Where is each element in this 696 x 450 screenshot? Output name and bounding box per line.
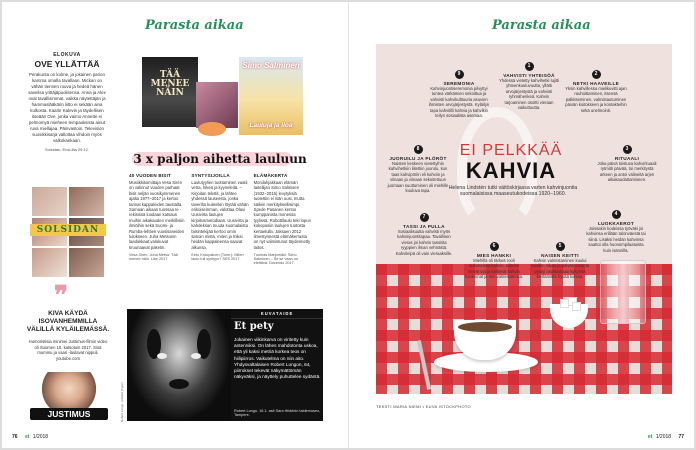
column-heading: SYNTYSIJOILLA: [191, 173, 230, 178]
tip-body: Kahvin valmistaminen kuului naisille. Aikaa ja päivän emäntä pystyi osoittamaan kykynsä keittämällä hyvää kahvia.: [530, 258, 590, 280]
column-body: Monilahjakkaan elämän taiteilijan Simo Salmisen (1932–2015) levytyksiä tuotettiin ei isän uusi, mutta säikiin merkityksellisimpi. Spede Pasanen kertoo kumppanista monessa tyylissä. Robottilaulu teki lopun kokoposiin laulujen tuotosta kertaelulla. Jaksaen 2012 ilmestyneestä elämäkerrasta on nyt valmistunut täydennetty laitos.: [253, 180, 311, 250]
tip-number: 2: [592, 70, 601, 79]
cast-photo: [69, 187, 104, 216]
page-fold: [348, 2, 349, 448]
column-body: Laulutyylien tuottaminen vaatii verta, hikeä ja kyyneleitä. – Kirjoitan tekstit, ja lähtee yhdessä lauseesta, jonka taverilta kuitenkin löytää vähän erikoisemman, valottaa Olavi Uusivirta laulujen kirjoitusmetodiaan. Uusivirta ja kahdeksan muuta suomalaista biisintekijää kertoo omin sanoin mistä, miten ja miksi heidän kappaleensa saavat alkunsa.: [191, 180, 249, 250]
book-cover-taa-menee-nain: [142, 57, 198, 127]
tip-number: 7: [420, 213, 429, 222]
sidebar-credit: Solsidan, Ensi-ilta 29.12.: [44, 147, 90, 152]
book-columns: [129, 173, 311, 265]
tip-body: Sosiaalisuutta vahvisti myös kahvinjuontitapaa. Tavallinen vieras joi kahvin tassista ryyppien ilman vehnästä. Kahvileipä oli vain vieraaksille.: [395, 229, 453, 256]
tip-body: Yhdessä vietetty kahvihetki lujitti yhteenkuuluvuutta, yllätti arvojärjestystä ja vahvisti ryhmähenkeä. Kahvin tarjoaminen osoitti vieraan vaikuttuutta.: [498, 78, 560, 111]
column-heading: 40 VUODEN BISIT: [129, 173, 172, 178]
book-column: [191, 173, 248, 265]
tip-item: [498, 54, 560, 110]
book-cover-syntysijoilla: [196, 82, 238, 128]
feature-title-line2: KAHVIA: [465, 158, 557, 183]
tip-number: 4: [612, 210, 621, 219]
tip-number: 5: [556, 242, 565, 251]
cast-photo: [69, 248, 104, 277]
tiger-eye: [157, 353, 167, 359]
pull-quote-heading: KIVA KÄYDÄ ISOVANHEMMILLA VÄLILLÄ KYLÄILEMÄSSÄ.: [26, 310, 110, 333]
book-column: [129, 173, 186, 265]
kuvataide-credit: Robert Longo, 16.1. asti Sara Hildénin taidemuseo, Tampere.: [234, 409, 321, 417]
brand-mark: et: [647, 434, 653, 440]
tip-heading: JUORUILU JA PLÖRÖT: [389, 156, 447, 161]
poster-title: Simo Salminen: [242, 61, 300, 70]
solsidan-logo: SOLSIDAN: [30, 224, 106, 236]
tip-number: 1: [525, 62, 534, 71]
feature-subtitle: Helena Lindstén tutki väitöskirjassa varten kahvinjuontia suomalaisissa maaseutukodeissa 1920–1960.: [448, 185, 578, 198]
page-number: 76: [12, 434, 18, 440]
kuvataide-body: Jokainen viikinkarva on viritetty kuin antenniksi. On lähes mahdotonta uskoa, että yli kaksi metriä korkea teos on hiilipiirros. Vaikutelma on niin aito. Yhdysvaltalaisen Robert Longon, 64, piirrokset tekevät näkymättömän näkyväksi, ja näyttely puhuttelee sydäntä.: [234, 337, 321, 380]
tip-body: Yksin kahvillessa mielikuvitti ajan rauhoittaminen, itsensä palkitseminen, valmistautuminen päivän koitokseen ja kontakteihin sekä unelmointi.: [565, 86, 627, 113]
tip-heading: MIES HANKKI: [476, 253, 512, 258]
tip-item: [565, 62, 627, 113]
book-cover-simo-salminen: [239, 57, 303, 135]
page-footer-left: [12, 434, 48, 440]
section-title-left: Parasta aikaa: [145, 18, 244, 33]
tip-heading: NETKI HAAVEILLE: [572, 81, 620, 86]
tip-item: [386, 137, 450, 193]
pull-quote-body: Humoristisia minimei Justimus-filmin video oli Suomen 10. katsotuin 2017. Sinä mummu ja vaari -laulavat nippuli. youtube.com: [28, 339, 108, 361]
column-body: Musiikkitoimittaja Vesa Sirén on valinnut vuoden parhaat bisit neljän vuosikymmenen ajalta 1977–2017 ja kertoo tarinat kappaleiden taustalta. Samaan aikaan tuossaa Ie -rekisissä luodaan katsaus muihin aikakauden merkillisiin ilmiöihin sekä Suomi- ja Rumba-lehtien vuosisaneiden tulokseen. Juha Metsonin laadukkaat valokuvat kruunaavat paketin.: [129, 180, 185, 250]
sidebar-body: Perakunta on kolme, ja jokainen parion kamma omalla tavallaan. Mickan on vähän tiennen rouva ja hedeä hänen savelisa yrittäjäpuolisensa. Anna ja Alex ovat tavallisimmat, vaikka näytettäjän ja hammaslääkärin liitto ei sekään aina kulkosta. Kaarle Kalevin ja täydellisen itseään Ove, jonka vaimo Annette ei pelmomyä mieheen tempauksista ainut ruva miellajaa. Päinvastoin. Television suosikkisarja vallottaa vihdoin myös valkokankaan.: [28, 72, 106, 143]
feature-title-line1: EI PELKKÄÄ: [459, 142, 563, 159]
column-credit: Vesa Sirén, Juha Metso: Tää menee näin. Like 2017.: [129, 253, 178, 262]
sugar-cube: [572, 302, 581, 311]
tip-heading: RITUAALI: [614, 156, 640, 161]
column-credit: Tuomas Marjomäki: Simo Salminen – Se se vaan on elettävä. Docendo 2017.: [253, 253, 298, 266]
tip-body: Kahvinjuontiseremonia pilvyttyi tuntea värkämien sekoittua ja vahvisti kahvikulttuuria asuvien ihmisten arvojärjestystä. Kyläilyn tapa kahvitilli kahvia ja kahvikin teilyn sosiaalista asemaa.: [428, 86, 490, 119]
tip-item: [530, 234, 590, 280]
water-glass: [600, 260, 646, 324]
sidebar-kicker: ELOKUVA: [53, 52, 81, 58]
justimus-logo: JUSTIMUS: [30, 408, 108, 420]
kuvataide-box: [231, 309, 323, 421]
issue-number: 1/2018: [655, 434, 672, 440]
kuvataide-tag: KUVATAIDE: [231, 309, 323, 319]
tip-body: Joissakin kodeissa työväki joi kahvinsa erillään talonväestä tai siinä. Lisäksi heidän kahvinsa saattoi olla huonompilaatuista kuin isännillä.: [586, 226, 646, 253]
tip-heading: VAHVISTI YHTEISÖÄ: [503, 73, 555, 78]
coffee-surface: [458, 322, 512, 332]
photo-credit: TEKSTI MARIA NIEMI • KUVA ISTOCKPHOTO: [376, 404, 471, 409]
tip-number: 8: [414, 145, 423, 154]
column-heading: ELÄMÄKERTA: [253, 173, 288, 178]
tiger-eye: [191, 353, 201, 359]
main-heading: 3 x paljon aihetta lauluun: [133, 152, 307, 166]
book-column: [254, 173, 311, 265]
tip-item: [596, 137, 658, 183]
tip-heading: LUOKKAEROT: [597, 221, 635, 226]
issue-number: 1/2018: [32, 434, 49, 440]
tip-item: [464, 234, 524, 280]
tip-heading: SEREMONIA: [443, 81, 475, 86]
column-credit: Eeto Kruupainen (Toim.): Miten laulu tuli syntyyn? SKS 2017.: [191, 253, 244, 262]
cast-photo: [32, 248, 67, 277]
poster-title: TÄÄ MENEE NÄIN: [150, 70, 190, 98]
decorative-tickets: [198, 122, 226, 136]
tip-item: [394, 205, 454, 256]
side-caption: Robert Longo: Untitled (Tiger): [120, 382, 124, 422]
sidebar-heading: OVE YLLÄTTÄÄ: [34, 59, 100, 69]
tiger-drawing: [127, 309, 231, 421]
feature-title: [446, 142, 576, 182]
sidebar-story: [28, 52, 106, 152]
cast-photo: [32, 187, 67, 216]
kuvataide-heading: Et pety: [234, 321, 274, 332]
poster-subtitle: Lauluja ja iloa: [249, 122, 293, 129]
tip-body: Naisten keskeen vietettyihin kahvihetkiin liitettiin juorulu, kun taas kahvipöriin eli kahviin ja viinaan ja viinaan sekoitettuun juomaan suuttuminen oli miehille kuuluva tapa.: [387, 161, 449, 194]
page-number: 77: [678, 434, 684, 440]
page-footer-right: [648, 434, 684, 440]
tip-number: 3: [623, 145, 632, 154]
tip-body: Miehillä oli tärkeä rooli sukuneissa kahvin, sillä he veivät vat ja säilöivät kahvin hankinnat ja sen valmistamista.: [464, 258, 524, 280]
brand-mark: et: [24, 434, 30, 440]
tiger-nose: [169, 379, 189, 389]
tip-item: [586, 202, 646, 253]
tip-item: [428, 62, 490, 118]
section-title-right: Parasta aikaa: [492, 18, 591, 33]
tip-body: Joka päivä toistuva kahvirituaali rytmitti päivää, toi merkitystä arkeen ja antoi välineitä arjen aikakaudattamiseen.: [597, 161, 657, 183]
magazine-spread: [2, 2, 694, 448]
tip-number: 9: [455, 70, 464, 79]
quote-mark-icon: ❞: [54, 281, 68, 311]
tip-heading: TASSI JA PULLA: [403, 224, 445, 229]
tip-heading: NAISEN KEITTI: [541, 253, 579, 258]
tip-number: 6: [490, 242, 499, 251]
